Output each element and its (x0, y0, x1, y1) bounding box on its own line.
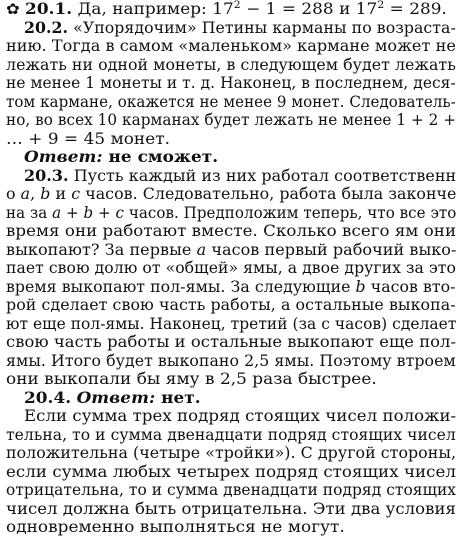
solution-20-2-line-3: лежать ни одной монеты, в следующем будет лежать (6, 55, 456, 74)
solution-20-3-line-11: ямы. Итого будет выкопано 2,5 ямы. Поэтому втроем (6, 351, 456, 370)
flower-bullet-icon: ✿ (6, 0, 20, 18)
solution-20-3-line-7: время выкопают пол-ямы. За следующие b часов вто- (6, 277, 456, 296)
solution-20-3-line-6: пает свою долю от «общей» ямы, а двое других за это (6, 259, 456, 278)
solution-20-2-line-1: 20.2. «Упорядочим» Петины карманы по возраста- (24, 17, 456, 37)
solution-20-3-line-4: время они работают вместе. Сколько всего ям они (6, 222, 457, 241)
solution-20-2-line-4: не менее 1 монеты и т. д. Наконец, в последнем, деся- (6, 74, 456, 93)
solution-20-3-line-10: свою часть работы и остальные выкопают еще пол- (6, 333, 457, 352)
solution-20-4-line-6: чисел должна быть отрицательна. Эти два условия (6, 499, 456, 518)
answer-value: не сможет. (102, 147, 219, 167)
solution-20-3-line-2: о a, b и c часов. Следовательно, работа была законче (6, 185, 457, 204)
solution-20-2-line-7: … + 9 = 45 монет. (6, 129, 171, 148)
problem-number-20-3: 20.3. (24, 165, 69, 185)
answer-label: Ответ: (76, 387, 156, 407)
solution-20-4-line-5: отрицательна, то и сумма двенадцати подряд стоящих (6, 481, 457, 500)
answer-label: Ответ: (24, 147, 103, 167)
solution-20-2-line-5: том кармане, окажется не менее 9 монет. Следователь- (6, 92, 456, 111)
solution-20-3-line-8: рой сделает свою часть работы, а остальные выкопа- (6, 296, 456, 315)
solution-20-4-line-1: Если сумма трех подряд стоящих чисел положи- (24, 407, 457, 426)
answer-value: нет. (155, 387, 201, 407)
solution-20-3-line-12: они выкопали бы яму в 2,5 раза быстрее. (6, 370, 377, 389)
solution-20-3-line-3: на за a + b + c часов. Предположим теперь, что все это (6, 203, 457, 222)
solution-20-1-line: ✿ 20.1. Да, например: $17^2 - 1 = 288$ и $17^2 = 289$. (6, 0, 447, 18)
solution-20-4-line-4: если сумма любых четырех подряд стоящих чисел (6, 462, 457, 481)
problem-number-20-4: 20.4. (24, 387, 72, 407)
solution-20-4-line-3: положительна (четыре «тройки»). С другой стороны, (6, 444, 457, 463)
problem-number-20-2: 20.2. (24, 17, 69, 37)
solution-20-3-line-5: выкопают? За первые a часов первый рабочий выко- (6, 240, 457, 259)
solution-20-4-line-7: одновременно выполняться не могут. (6, 518, 345, 537)
solution-20-2-line-2: нию. Тогда в самом «маленьком» кармане может не (6, 37, 456, 56)
answer-20-2 (24, 148, 218, 167)
solution-20-3-line-1: 20.3. Пусть каждый из них работал соответственн (24, 165, 457, 185)
solution-20-4-line-2: тельна, то и сумма двенадцати подряд стоящих чисел (6, 425, 456, 444)
problem-number-20-1: 20.1. (25, 0, 73, 18)
solution-20-3-line-9: ют еще пол-ямы. Наконец, третий (за c часов) сделает (6, 314, 457, 333)
solution-20-2-line-6: но, во всех 10 карманах будет лежать не менее 1 + 2 + (6, 111, 457, 130)
solution-20-4-header (24, 389, 201, 408)
